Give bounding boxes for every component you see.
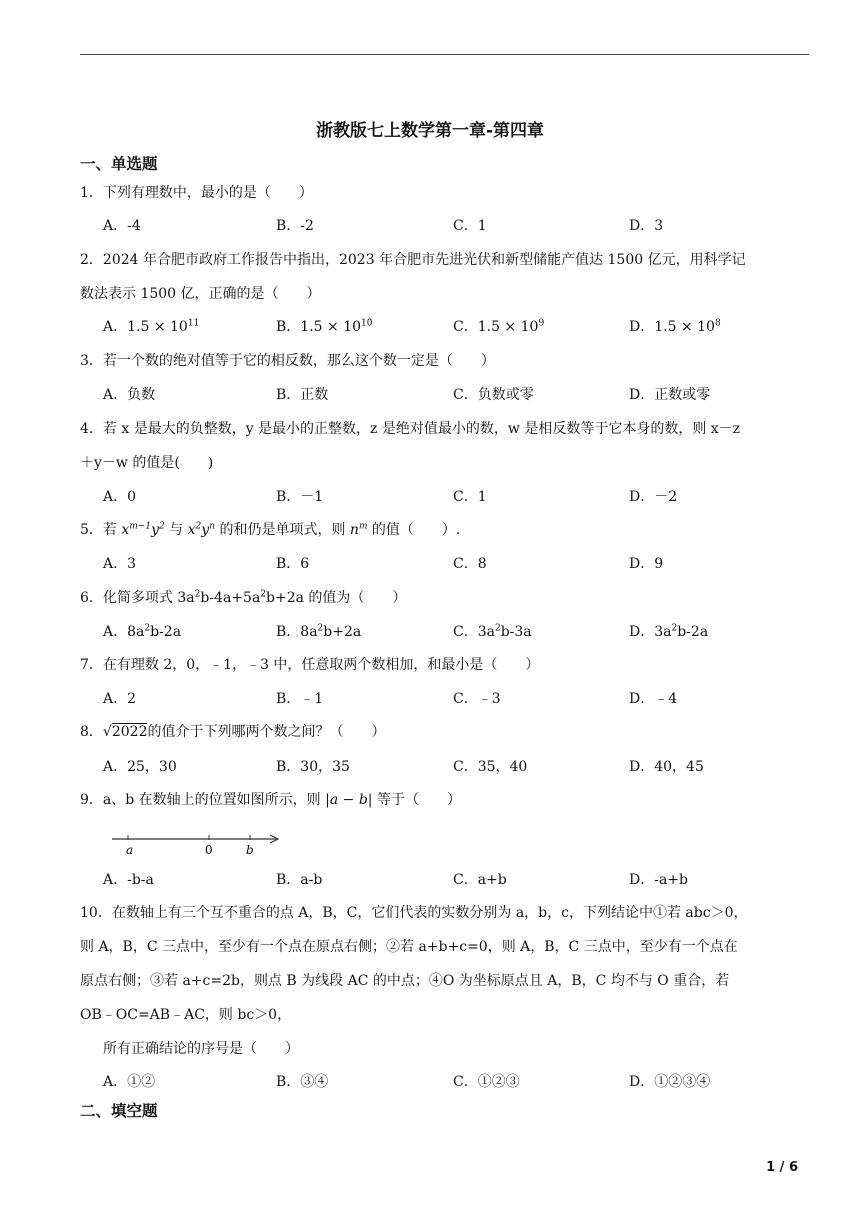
question-4-line-2: ＋y－w 的值是( )	[80, 455, 214, 471]
question-8-text: 8．√2022的值介于下列哪两个数之间？（ ）	[80, 724, 386, 740]
section-heading-fill-in: 二、填空题	[80, 1102, 158, 1120]
option-c: C．a+b	[453, 872, 507, 888]
question-10-line-4: OB﹣OC=AB﹣AC，则 bc＞0，	[80, 1007, 292, 1023]
option-a: A．3	[103, 556, 137, 572]
header-rule	[80, 54, 809, 55]
option-c: C．35，40	[453, 759, 528, 775]
option-b: B．6	[276, 556, 310, 572]
question-3-text: 3．若一个数的绝对值等于它的相反数，那么这个数一定是（ ）	[80, 353, 495, 369]
question-4-line-1: 4．若 x 是最大的负整数，y 是最小的正整数，z 是绝对值最小的数，w 是相反数等于它本身的数，则 x－z	[80, 421, 741, 437]
option-a: A．25，30	[103, 759, 177, 775]
option-d: D．－2	[629, 489, 678, 505]
option-a: A．-4	[103, 218, 141, 234]
option-d: D．9	[629, 556, 664, 572]
option-c: C．①②③	[453, 1074, 520, 1090]
option-c: C．1	[453, 489, 487, 505]
question-9-text: 9．a、b 在数轴上的位置如图所示，则 |a − b| 等于（ ）	[80, 792, 461, 808]
option-d: D．3	[629, 218, 664, 234]
option-d: D．①②③④	[629, 1074, 711, 1090]
option-a: A．2	[103, 691, 137, 707]
option-c: C．8	[453, 556, 487, 572]
label-a: a	[126, 843, 134, 856]
question-10-line-3: 原点右侧；③若 a+c=2b，则点 B 为线段 AC 的中点；④O 为坐标原点且 A，B，C 均不与 O 重合，若	[80, 973, 730, 989]
question-1-text: 1．下列有理数中，最小的是（ ）	[80, 185, 313, 201]
question-2-line-1: 2．2024 年合肥市政府工作报告中指出，2023 年合肥市先进光伏和新型储能产值达 1500 亿元，用科学记	[80, 252, 746, 268]
question-2-line-2: 数法表示 1500 亿，正确的是（ ）	[80, 286, 321, 302]
label-b: b	[246, 843, 254, 856]
option-d: D．﹣4	[629, 691, 678, 707]
option-a: A．-b-a	[103, 872, 154, 888]
number-line-figure	[110, 830, 285, 856]
section-heading-single-choice: 一、单选题	[80, 155, 158, 173]
option-b: B．﹣1	[276, 691, 324, 707]
option-a: A．$8a^2b-2a$	[103, 623, 182, 640]
square-root-icon: √	[102, 724, 112, 740]
option-c: C．1	[453, 218, 487, 234]
option-b: B．$1.5 \times 10^{10}$	[276, 318, 373, 335]
question-10-line-5: 所有正确结论的序号是（ ）	[103, 1041, 299, 1057]
option-a: A．负数	[103, 387, 156, 403]
option-d: D．40，45	[629, 759, 704, 775]
label-0: 0	[205, 843, 213, 856]
option-b: B．③④	[276, 1074, 329, 1090]
option-d: D．$3a^2b-2a$	[629, 623, 709, 640]
question-7-text: 7．在有理数 2，0，﹣1，﹣3 中，任意取两个数相加，和最小是（ ）	[80, 657, 540, 673]
radicand: 2022	[111, 724, 148, 740]
option-b: B．－1	[276, 489, 324, 505]
option-b: B．正数	[276, 387, 329, 403]
option-b: B．-2	[276, 218, 314, 234]
option-b: B．30，35	[276, 759, 350, 775]
option-c: C．$3a^2b-3a$	[453, 623, 532, 640]
option-a: A．0	[103, 489, 137, 505]
option-b: B．$8a^2b+2a$	[276, 623, 362, 640]
option-a: A．$1.5 \times 10^{11}$	[103, 318, 200, 335]
question-10-line-1: 10．在数轴上有三个互不重合的点 A，B，C，它们代表的实数分别为 a，b，c，下列结论中①若 abc＞0，	[80, 905, 748, 921]
option-a: A．①②	[103, 1074, 156, 1090]
question-6-text: 6．化简多项式 $3a^2b-4a+5a^2b+2a$ 的值为（ ）	[80, 589, 407, 606]
option-d: D．-a+b	[629, 872, 688, 888]
option-b: B．a-b	[276, 872, 323, 888]
option-d: D．$1.5 \times 10^8$	[629, 318, 721, 335]
option-c: C．﹣3	[453, 691, 501, 707]
question-10-line-2: 则 A，B，C 三点中，至少有一个点在原点右侧；②若 a+b+c=0，则 A，B，C 三点中，至少有一个点在	[80, 939, 738, 955]
option-d: D．正数或零	[629, 387, 711, 403]
page-number: 1 / 6	[766, 1160, 798, 1175]
option-c: C．负数或零	[453, 387, 534, 403]
option-c: C．$1.5 \times 10^9$	[453, 318, 545, 335]
page-title: 浙教版七上数学第一章-第四章	[315, 121, 545, 141]
question-5-text: 5．若 $x^{m-1}y^2$ 与 $x^2y^n$ 的和仍是单项式，则 $n^m$ 的值（ ）.	[80, 521, 461, 538]
